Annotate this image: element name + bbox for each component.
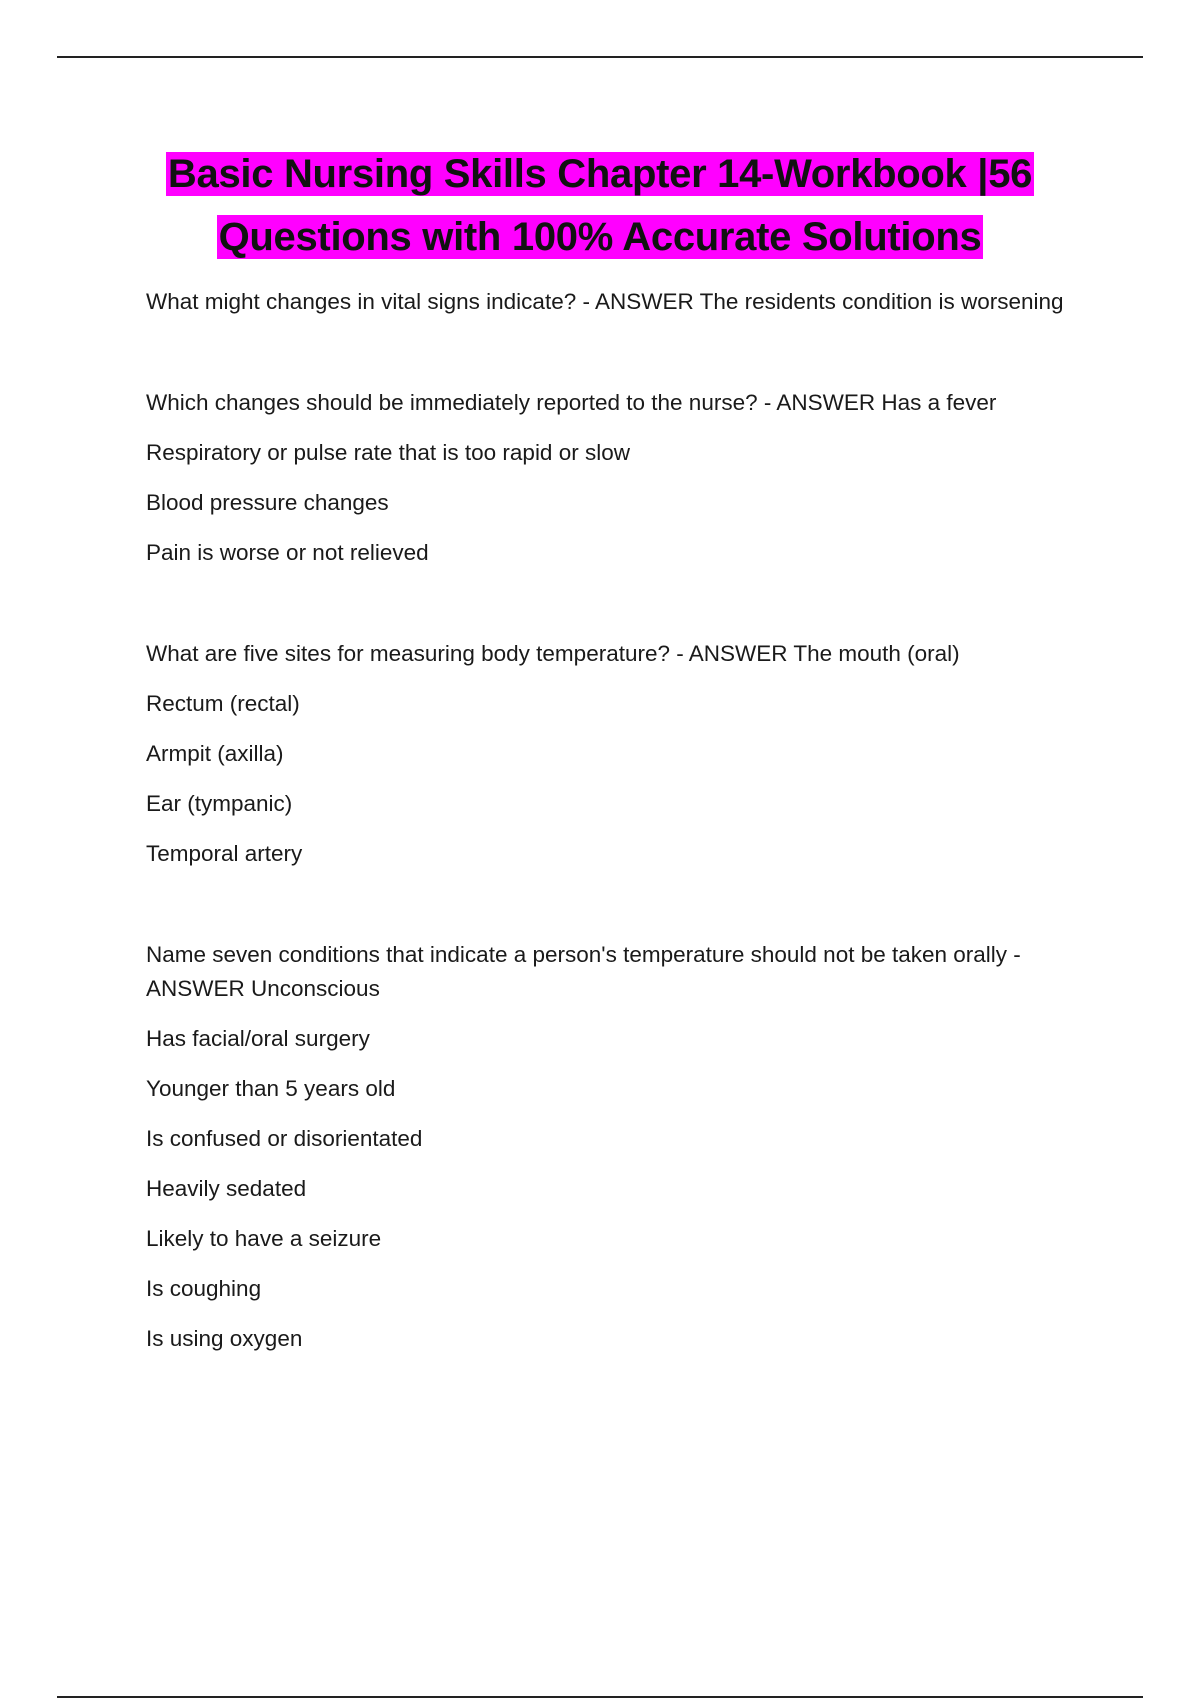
answer-line: Temporal artery — [146, 841, 303, 866]
title-line-2: Questions with 100% Accurate Solutions — [218, 215, 982, 259]
answer-line: Younger than 5 years old — [146, 1076, 396, 1101]
qa-block — [146, 938, 1106, 1356]
answer-line: Armpit (axilla) — [146, 741, 284, 766]
answer-line: Respiratory or pulse rate that is too rapid or slow — [146, 440, 630, 465]
footer-rule — [57, 1696, 1143, 1698]
answer-line: Likely to have a seizure — [146, 1226, 382, 1251]
answer-line: Has facial/oral surgery — [146, 1026, 370, 1051]
answer-line: Is confused or disorientated — [146, 1126, 423, 1151]
qa-block — [146, 386, 1106, 570]
question-text: What might changes in vital signs indicate? - ANSWER The residents condition is worsening — [146, 289, 1064, 314]
qa-block — [146, 285, 1106, 319]
qa-block — [146, 637, 1106, 871]
question-text: Name seven conditions that indicate a person's temperature should not be taken orally - ANSWER Unconscious — [146, 942, 1021, 1001]
answer-line: Is coughing — [146, 1276, 262, 1301]
question-text: What are five sites for measuring body temperature? - ANSWER The mouth (oral) — [146, 641, 960, 666]
question-text: Which changes should be immediately reported to the nurse? - ANSWER Has a fever — [146, 390, 997, 415]
answer-line: Blood pressure changes — [146, 490, 389, 515]
header-rule — [57, 56, 1143, 58]
document-title — [100, 143, 1100, 269]
answer-line: Heavily sedated — [146, 1176, 307, 1201]
answer-line: Ear (tympanic) — [146, 791, 293, 816]
answer-line: Pain is worse or not relieved — [146, 540, 429, 565]
answer-line: Rectum (rectal) — [146, 691, 300, 716]
answer-line: Is using oxygen — [146, 1326, 303, 1351]
document-body — [146, 285, 1106, 1356]
title-line-1: Basic Nursing Skills Chapter 14-Workbook |56 — [167, 152, 1033, 196]
